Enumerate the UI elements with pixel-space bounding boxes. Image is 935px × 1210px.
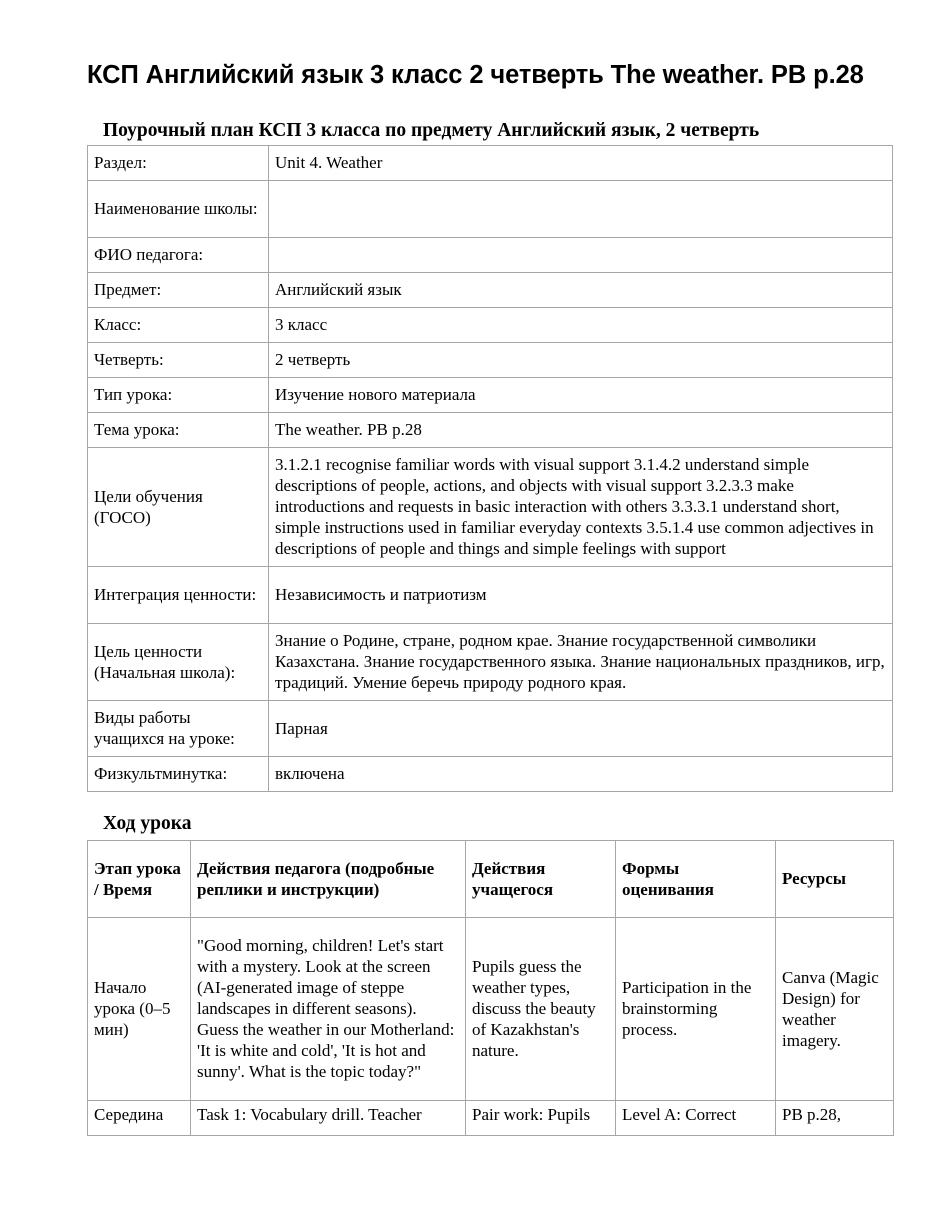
info-value: 2 четверть bbox=[269, 343, 893, 378]
student-actions-cell: Pupils guess the weather types, discuss the beauty of Kazakhstan's nature. bbox=[466, 918, 616, 1101]
info-row-quarter bbox=[88, 343, 893, 378]
info-label: Тип урока: bbox=[88, 378, 269, 413]
info-label: Наименование школы: bbox=[88, 181, 269, 238]
info-value: 3.1.2.1 recognise familiar words with visual support 3.1.4.2 understand simple descriptions of people, actions, and objects with visual support 3.2.3.3 make introductions and requests in basic interaction with others 3.3.3.1 understand short, simple instructions used in familiar everyday contexts 3.5.1.4 use common adjectives in descriptions of people and things and simple feelings with support bbox=[269, 448, 893, 567]
stage-cell: Середина bbox=[88, 1101, 191, 1136]
info-row-physical-break bbox=[88, 757, 893, 792]
info-label: Физкультминутка: bbox=[88, 757, 269, 792]
info-row-topic bbox=[88, 413, 893, 448]
info-value bbox=[269, 181, 893, 238]
info-label: Цели обучения (ГОСО) bbox=[88, 448, 269, 567]
course-row-beginning bbox=[88, 918, 894, 1101]
assessment-cell: Participation in the brainstorming process. bbox=[616, 918, 776, 1101]
info-value: включена bbox=[269, 757, 893, 792]
lesson-info-table bbox=[87, 145, 893, 792]
info-value: Парная bbox=[269, 701, 893, 757]
course-row-middle bbox=[88, 1101, 894, 1136]
info-label: Раздел: bbox=[88, 146, 269, 181]
info-value bbox=[269, 238, 893, 273]
document-page bbox=[87, 0, 893, 1136]
info-row-grade bbox=[88, 308, 893, 343]
column-header-assessment: Формы оценивания bbox=[616, 841, 776, 918]
info-row-teacher bbox=[88, 238, 893, 273]
info-value: Unit 4. Weather bbox=[269, 146, 893, 181]
info-row-subject bbox=[88, 273, 893, 308]
column-header-stage: Этап урока / Время bbox=[88, 841, 191, 918]
document-title: КСП Английский язык 3 класс 2 четверть The weather. PB p.28 bbox=[87, 61, 864, 89]
info-value: Английский язык bbox=[269, 273, 893, 308]
info-label: ФИО педагога: bbox=[88, 238, 269, 273]
course-heading: Ход урока bbox=[103, 813, 192, 834]
course-header-row bbox=[88, 841, 894, 918]
assessment-cell: Level A: Correct bbox=[616, 1101, 776, 1136]
info-label: Интеграция ценности: bbox=[88, 567, 269, 624]
info-row-school bbox=[88, 181, 893, 238]
info-value: Знание о Родине, стране, родном крае. Знание государственной символики Казахстана. Знание государственного языка. Знание национальных праздников, игр, традиций. Умение беречь природу родного края. bbox=[269, 624, 893, 701]
resources-cell: Canva (Magic Design) for weather imagery. bbox=[776, 918, 894, 1101]
student-actions-cell: Pair work: Pupils bbox=[466, 1101, 616, 1136]
column-header-teacher-actions: Действия педагога (подробные реплики и инструкции) bbox=[191, 841, 466, 918]
info-row-value-integration bbox=[88, 567, 893, 624]
info-label: Предмет: bbox=[88, 273, 269, 308]
info-value: Изучение нового материала bbox=[269, 378, 893, 413]
info-row-work-types bbox=[88, 701, 893, 757]
column-header-resources: Ресурсы bbox=[776, 841, 894, 918]
teacher-actions-cell: Task 1: Vocabulary drill. Teacher bbox=[191, 1101, 466, 1136]
info-row-value-goal bbox=[88, 624, 893, 701]
info-label: Цель ценности (Начальная школа): bbox=[88, 624, 269, 701]
resources-cell: PB p.28, bbox=[776, 1101, 894, 1136]
info-value: 3 класс bbox=[269, 308, 893, 343]
info-row-lesson-type bbox=[88, 378, 893, 413]
plan-heading: Поурочный план КСП 3 класса по предмету Английский язык, 2 четверть bbox=[103, 120, 760, 141]
info-row-learning-goals bbox=[88, 448, 893, 567]
stage-cell: Начало урока (0–5 мин) bbox=[88, 918, 191, 1101]
column-header-student-actions: Действия учащегося bbox=[466, 841, 616, 918]
info-label: Виды работы учащихся на уроке: bbox=[88, 701, 269, 757]
info-label: Тема урока: bbox=[88, 413, 269, 448]
info-row-section bbox=[88, 146, 893, 181]
info-value: The weather. PB p.28 bbox=[269, 413, 893, 448]
teacher-actions-cell: "Good morning, children! Let's start with a mystery. Look at the screen (AI-generated image of steppe landscapes in different seasons). Guess the weather in our Motherland: 'It is white and cold', 'It is hot and sunny'. What is the topic today?" bbox=[191, 918, 466, 1101]
info-label: Класс: bbox=[88, 308, 269, 343]
info-value: Независимость и патриотизм bbox=[269, 567, 893, 624]
lesson-course-table bbox=[87, 840, 894, 1136]
info-label: Четверть: bbox=[88, 343, 269, 378]
